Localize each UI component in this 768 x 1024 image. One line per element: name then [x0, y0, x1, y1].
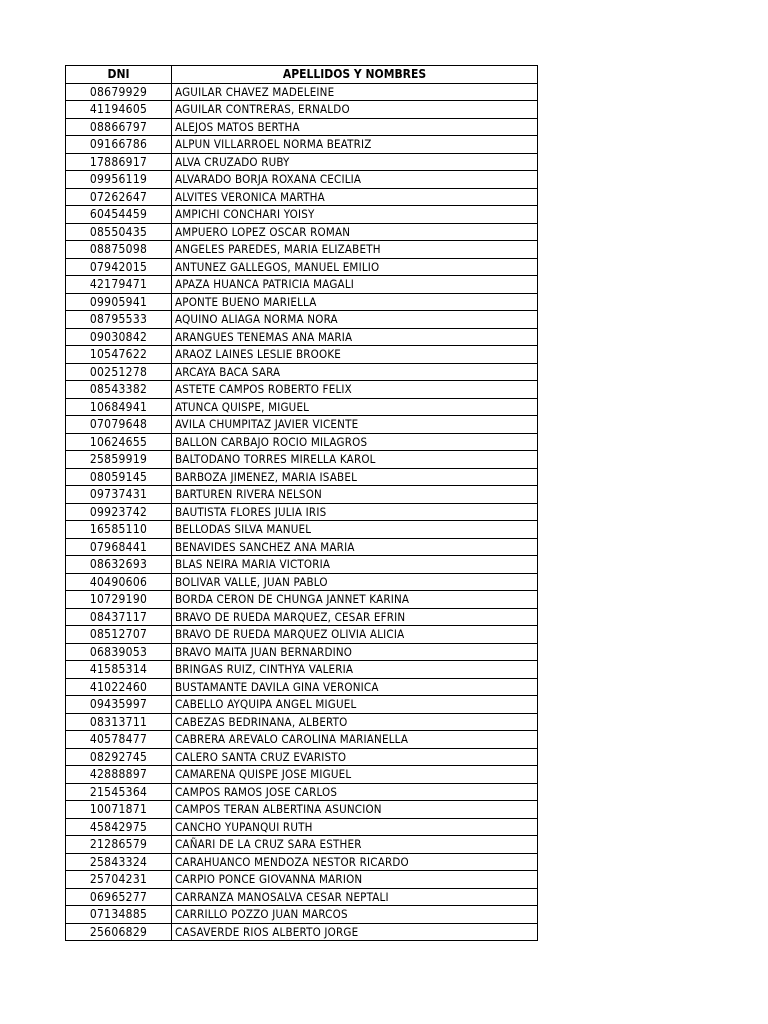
name-cell: ATUNCA QUISPE, MIGUEL	[172, 398, 538, 416]
header-apellidos-nombres: APELLIDOS Y NOMBRES	[172, 66, 538, 84]
table-row	[66, 293, 538, 311]
name-cell: AGUILAR CONTRERAS, ERNALDO	[172, 101, 538, 119]
dni-cell: 08632693	[66, 556, 172, 574]
table-row	[66, 416, 538, 434]
table-row	[66, 696, 538, 714]
table-row	[66, 503, 538, 521]
dni-cell: 40490606	[66, 573, 172, 591]
name-cell: APAZA HUANCA PATRICIA MAGALI	[172, 276, 538, 294]
dni-cell: 08437117	[66, 608, 172, 626]
table-row	[66, 433, 538, 451]
table-row	[66, 731, 538, 749]
name-cell: CAÑARI DE LA CRUZ SARA ESTHER	[172, 836, 538, 854]
dni-cell: 06839053	[66, 643, 172, 661]
table-row	[66, 241, 538, 259]
table-row	[66, 888, 538, 906]
name-cell: AMPICHI CONCHARI YOISY	[172, 206, 538, 224]
table-row	[66, 328, 538, 346]
table-row	[66, 923, 538, 941]
dni-cell: 10624655	[66, 433, 172, 451]
dni-cell: 09435997	[66, 696, 172, 714]
name-cell: ANGELES PAREDES, MARIA ELIZABETH	[172, 241, 538, 259]
dni-cell: 08543382	[66, 381, 172, 399]
table-row	[66, 276, 538, 294]
table-row	[66, 836, 538, 854]
table-row	[66, 171, 538, 189]
table-row	[66, 468, 538, 486]
dni-cell: 07262647	[66, 188, 172, 206]
dni-cell: 06965277	[66, 888, 172, 906]
dni-cell: 17886917	[66, 153, 172, 171]
table-row	[66, 801, 538, 819]
dni-cell: 08059145	[66, 468, 172, 486]
table-row	[66, 118, 538, 136]
table-row	[66, 643, 538, 661]
name-cell: BORDA CERON DE CHUNGA JANNET KARINA	[172, 591, 538, 609]
name-cell: BALTODANO TORRES MIRELLA KAROL	[172, 451, 538, 469]
table-row	[66, 783, 538, 801]
dni-cell: 10729190	[66, 591, 172, 609]
name-cell: AMPUERO LOPEZ OSCAR ROMAN	[172, 223, 538, 241]
name-cell: ALEJOS MATOS BERTHA	[172, 118, 538, 136]
dni-cell: 42888897	[66, 766, 172, 784]
dni-cell: 09166786	[66, 136, 172, 154]
table-row	[66, 906, 538, 924]
table-row	[66, 608, 538, 626]
name-cell: BOLIVAR VALLE, JUAN PABLO	[172, 573, 538, 591]
name-cell: BRAVO DE RUEDA MARQUEZ, CESAR EFRIN	[172, 608, 538, 626]
table-row	[66, 661, 538, 679]
dni-cell: 40578477	[66, 731, 172, 749]
dni-cell: 07942015	[66, 258, 172, 276]
table-row	[66, 538, 538, 556]
dni-cell: 08875098	[66, 241, 172, 259]
name-cell: ALVA CRUZADO RUBY	[172, 153, 538, 171]
dni-cell: 10547622	[66, 346, 172, 364]
dni-cell: 08550435	[66, 223, 172, 241]
name-cell: ARANGUES TENEMAS ANA MARIA	[172, 328, 538, 346]
name-cell: CALERO SANTA CRUZ EVARISTO	[172, 748, 538, 766]
dni-cell: 25606829	[66, 923, 172, 941]
name-cell: BARTUREN RIVERA NELSON	[172, 486, 538, 504]
dni-cell: 16585110	[66, 521, 172, 539]
name-cell: ALVARADO BORJA ROXANA CECILIA	[172, 171, 538, 189]
table-row	[66, 486, 538, 504]
dni-cell: 07079648	[66, 416, 172, 434]
table-row	[66, 398, 538, 416]
table-row	[66, 713, 538, 731]
table-row	[66, 573, 538, 591]
name-cell: CANCHO YUPANQUI RUTH	[172, 818, 538, 836]
name-cell: BLAS NEIRA MARIA VICTORIA	[172, 556, 538, 574]
name-cell: CAMPOS RAMOS JOSE CARLOS	[172, 783, 538, 801]
name-cell: BALLON CARBAJO ROCIO MILAGROS	[172, 433, 538, 451]
name-cell: ARAOZ LAINES LESLIE BROOKE	[172, 346, 538, 364]
dni-cell: 08795533	[66, 311, 172, 329]
table-row	[66, 311, 538, 329]
table-row	[66, 258, 538, 276]
name-cell: CAMPOS TERAN ALBERTINA ASUNCION	[172, 801, 538, 819]
dni-names-table	[65, 65, 538, 941]
dni-cell: 25704231	[66, 871, 172, 889]
name-cell: CARAHUANCO MENDOZA NESTOR RICARDO	[172, 853, 538, 871]
name-cell: CAMARENA QUISPE JOSE MIGUEL	[172, 766, 538, 784]
name-cell: CARPIO PONCE GIOVANNA MARION	[172, 871, 538, 889]
name-cell: BENAVIDES SANCHEZ ANA MARIA	[172, 538, 538, 556]
name-cell: ALPUN VILLARROEL NORMA BEATRIZ	[172, 136, 538, 154]
table-row	[66, 381, 538, 399]
name-cell: APONTE BUENO MARIELLA	[172, 293, 538, 311]
name-cell: CARRANZA MANOSALVA CESAR NEPTALI	[172, 888, 538, 906]
name-cell: BAUTISTA FLORES JULIA IRIS	[172, 503, 538, 521]
table-row	[66, 766, 538, 784]
name-cell: BELLODAS SILVA MANUEL	[172, 521, 538, 539]
dni-cell: 21286579	[66, 836, 172, 854]
table-row	[66, 556, 538, 574]
dni-cell: 08866797	[66, 118, 172, 136]
table-row	[66, 818, 538, 836]
dni-cell: 08679929	[66, 83, 172, 101]
table-row	[66, 346, 538, 364]
name-cell: CABEZAS BEDRINANA, ALBERTO	[172, 713, 538, 731]
header-dni: DNI	[66, 66, 172, 84]
name-cell: CABELLO AYQUIPA ANGEL MIGUEL	[172, 696, 538, 714]
table-row	[66, 521, 538, 539]
table-row	[66, 871, 538, 889]
table-row	[66, 223, 538, 241]
name-cell: ALVITES VERONICA MARTHA	[172, 188, 538, 206]
name-cell: AVILA CHUMPITAZ JAVIER VICENTE	[172, 416, 538, 434]
header-row	[66, 66, 538, 84]
table-row	[66, 626, 538, 644]
table-row	[66, 188, 538, 206]
table-row	[66, 451, 538, 469]
name-cell: CARRILLO POZZO JUAN MARCOS	[172, 906, 538, 924]
table-row	[66, 363, 538, 381]
name-cell: BRAVO DE RUEDA MARQUEZ OLIVIA ALICIA	[172, 626, 538, 644]
name-cell: BUSTAMANTE DAVILA GINA VERONICA	[172, 678, 538, 696]
dni-cell: 07134885	[66, 906, 172, 924]
dni-cell: 41022460	[66, 678, 172, 696]
dni-cell: 07968441	[66, 538, 172, 556]
table-row	[66, 591, 538, 609]
dni-cell: 60454459	[66, 206, 172, 224]
dni-cell: 45842975	[66, 818, 172, 836]
dni-cell: 41194605	[66, 101, 172, 119]
name-cell: BRINGAS RUIZ, CINTHYA VALERIA	[172, 661, 538, 679]
dni-cell: 08292745	[66, 748, 172, 766]
dni-cell: 42179471	[66, 276, 172, 294]
dni-cell: 09030842	[66, 328, 172, 346]
name-cell: BRAVO MAITA JUAN BERNARDINO	[172, 643, 538, 661]
dni-cell: 09956119	[66, 171, 172, 189]
table-body	[66, 83, 538, 941]
name-cell: BARBOZA JIMENEZ, MARIA ISABEL	[172, 468, 538, 486]
name-cell: ANTUNEZ GALLEGOS, MANUEL EMILIO	[172, 258, 538, 276]
name-cell: CABRERA AREVALO CAROLINA MARIANELLA	[172, 731, 538, 749]
name-cell: ARCAYA BACA SARA	[172, 363, 538, 381]
table-row	[66, 153, 538, 171]
name-cell: AGUILAR CHAVEZ MADELEINE	[172, 83, 538, 101]
table-row	[66, 101, 538, 119]
name-cell: ASTETE CAMPOS ROBERTO FELIX	[172, 381, 538, 399]
dni-cell: 08512707	[66, 626, 172, 644]
dni-cell: 09905941	[66, 293, 172, 311]
dni-cell: 25859919	[66, 451, 172, 469]
table-row	[66, 748, 538, 766]
name-cell: AQUINO ALIAGA NORMA NORA	[172, 311, 538, 329]
dni-cell: 41585314	[66, 661, 172, 679]
table-row	[66, 206, 538, 224]
table-row	[66, 136, 538, 154]
dni-cell: 25843324	[66, 853, 172, 871]
dni-cell: 09737431	[66, 486, 172, 504]
name-cell: CASAVERDE RIOS ALBERTO JORGE	[172, 923, 538, 941]
dni-cell: 00251278	[66, 363, 172, 381]
dni-cell: 21545364	[66, 783, 172, 801]
dni-cell: 10071871	[66, 801, 172, 819]
dni-cell: 10684941	[66, 398, 172, 416]
table-row	[66, 853, 538, 871]
table-row	[66, 83, 538, 101]
dni-cell: 08313711	[66, 713, 172, 731]
table-row	[66, 678, 538, 696]
dni-cell: 09923742	[66, 503, 172, 521]
